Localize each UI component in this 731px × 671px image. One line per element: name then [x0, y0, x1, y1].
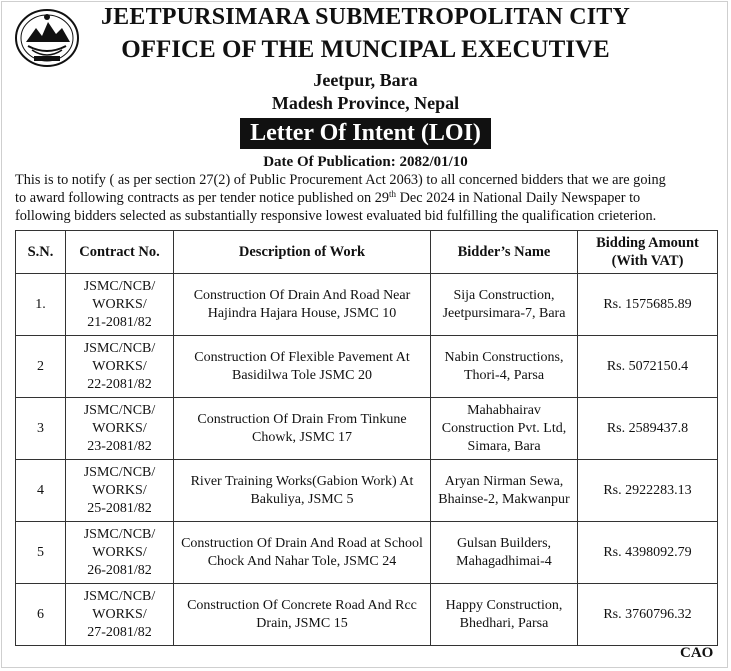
table-row [16, 398, 718, 460]
cell-sn: 1. [16, 274, 66, 336]
table-row [16, 522, 718, 584]
loi-banner: Letter Of Intent (LOI) [240, 118, 491, 149]
intro-line [15, 189, 718, 207]
contract-line: JSMC/NCB/ [83, 402, 156, 418]
cell-bidder: Mahabhairav Construction Pvt. Ltd, Simara, Bara [431, 398, 578, 460]
loi-banner-wrap [0, 118, 731, 149]
ordinal-suffix: th [389, 189, 397, 199]
contract-line: 22-2081/82 [87, 376, 152, 392]
cell-bidder: Gulsan Builders, Mahagadhimai-4 [431, 522, 578, 584]
cell-contract [66, 460, 174, 522]
cell-amount: Rs. 2922283.13 [578, 460, 718, 522]
cell-sn: 2 [16, 336, 66, 398]
contract-line: JSMC/NCB/ [83, 464, 156, 480]
intro-text: to award following contracts as per tender notice published on 29 [15, 190, 389, 206]
contract-line: 21-2081/82 [87, 314, 152, 330]
table-row [16, 460, 718, 522]
header-contract: Contract No. [66, 231, 174, 274]
contract-line: 25-2081/82 [87, 500, 152, 516]
header-sn: S.N. [16, 231, 66, 274]
address-city: Jeetpur, Bara [313, 70, 418, 90]
office-subtitle: OFFICE OF THE MUNCIPAL EXECUTIVE [121, 36, 610, 63]
cell-bidder: Nabin Constructions, Thori-4, Parsa [431, 336, 578, 398]
cell-contract [66, 274, 174, 336]
publication-date: Date Of Publication: 2082/01/10 [263, 154, 468, 170]
cell-description: Construction Of Flexible Pavement At Basidilwa Tole JSMC 20 [174, 336, 431, 398]
cell-bidder: Sija Construction, Jeetpursimara-7, Bara [431, 274, 578, 336]
cell-sn: 3 [16, 398, 66, 460]
header-amount-line: Bidding Amount [596, 235, 699, 251]
loi-table [15, 230, 718, 646]
cell-contract [66, 584, 174, 646]
contract-line: 26-2081/82 [87, 562, 152, 578]
cell-bidder: Aryan Nirman Sewa, Bhainse-2, Makwanpur [431, 460, 578, 522]
header-amount-line: (With VAT) [611, 253, 684, 269]
cell-contract [66, 336, 174, 398]
contract-line: JSMC/NCB/ [83, 340, 156, 356]
cell-description: River Training Works(Gabion Work) At Bakuliya, JSMC 5 [174, 460, 431, 522]
intro-line: following bidders selected as substantially responsive lowest evaluated bid fulfilling the qualification crieterion. [15, 208, 657, 224]
contract-line: JSMC/NCB/ [83, 588, 156, 604]
cell-sn: 6 [16, 584, 66, 646]
table-row [16, 274, 718, 336]
contract-line: JSMC/NCB/ [83, 526, 156, 542]
table-header-row [16, 231, 718, 274]
header-bidder: Bidder’s Name [431, 231, 578, 274]
cell-description: Construction Of Drain And Road Near Hajindra Hajara House, JSMC 10 [174, 274, 431, 336]
cell-description: Construction Of Concrete Road And Rcc Drain, JSMC 15 [174, 584, 431, 646]
table-row [16, 336, 718, 398]
cell-bidder: Happy Construction, Bhedhari, Parsa [431, 584, 578, 646]
address-province: Madesh Province, Nepal [271, 93, 460, 113]
intro-line: This is to notify ( as per section 27(2) of Public Procurement Act 2063) to all concerned bidders that we are going [15, 172, 666, 188]
contract-line: WORKS/ [92, 296, 147, 312]
contract-line: WORKS/ [92, 420, 147, 436]
contract-line: WORKS/ [92, 358, 147, 374]
signatory: CAO [680, 645, 714, 661]
office-title: JEETPURSIMARA SUBMETROPOLITAN CITY [100, 4, 631, 30]
cell-sn: 4 [16, 460, 66, 522]
intro-paragraph [15, 171, 718, 225]
contract-line: WORKS/ [92, 482, 147, 498]
contract-line: 27-2081/82 [87, 624, 152, 640]
cell-contract [66, 398, 174, 460]
cell-amount: Rs. 3760796.32 [578, 584, 718, 646]
cell-amount: Rs. 2589437.8 [578, 398, 718, 460]
cell-description: Construction Of Drain And Road at School Chock And Nahar Tole, JSMC 24 [174, 522, 431, 584]
cell-description: Construction Of Drain From Tinkune Chowk, JSMC 17 [174, 398, 431, 460]
cell-sn: 5 [16, 522, 66, 584]
contract-line: JSMC/NCB/ [83, 278, 156, 294]
contract-line: WORKS/ [92, 606, 147, 622]
table-row [16, 584, 718, 646]
intro-text: Dec 2024 in National Daily Newspaper to [396, 190, 641, 206]
contract-line: 23-2081/82 [87, 438, 152, 454]
cell-amount: Rs. 4398092.79 [578, 522, 718, 584]
cell-contract [66, 522, 174, 584]
cell-amount: Rs. 5072150.4 [578, 336, 718, 398]
cell-amount: Rs. 1575685.89 [578, 274, 718, 336]
contract-line: WORKS/ [92, 544, 147, 560]
header-amount [578, 231, 718, 274]
header-description: Description of Work [174, 231, 431, 274]
